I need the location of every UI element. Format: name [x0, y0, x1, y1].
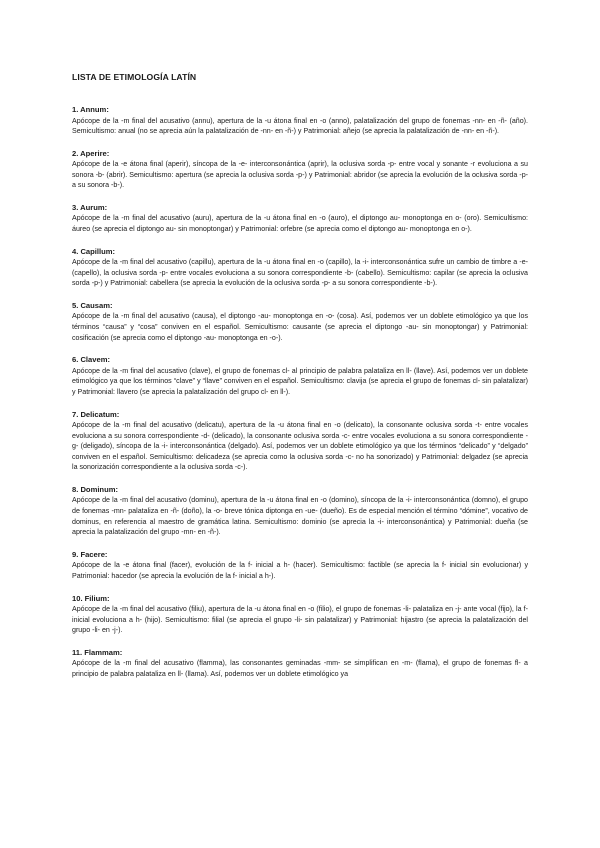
entry [72, 647, 528, 680]
entry [72, 354, 528, 397]
entry-text: Apócope de la -e átona final (aperir), síncopa de la -e- interconsonántica (aprir), la oclusiva sorda -p- entre vocal y sonante -r evoluciona a su sonora -b- (abrir). Semicultismo: apertura (se aprecia la oclusiva sorda -p-) y Patrimonial: abridor (se aprecia la evolución de la oclusiva sorda -p- a su sonora -b-). [72, 160, 528, 190]
entry-text: Apócope de la -e átona final (facer), evolución de la f- inicial a h- (hacer). Semicultismo: factible (se aprecia la f- inicial sin evolucionar) y Patrimonial: hacedor (se aprecia la evolución de la f- inicial a h-). [72, 561, 528, 580]
entry-heading: 10. Filium: [72, 593, 110, 603]
entry [72, 593, 528, 636]
entry-heading: 2. Aperire: [72, 148, 110, 158]
entry-heading: 8. Dominum: [72, 484, 118, 494]
entry [72, 148, 528, 191]
entry-text: Apócope de la -m final del acusativo (auru), apertura de la -u átona final en -o (auro), el diptongo au- monoptonga en o- (oro). Semicultismo: áureo (se aprecia el diptongo au- sin monoptongar) y Patrimonial: orfebre (se aprecia como el diptongo au- monoptonga en o-). [72, 214, 528, 234]
entry-heading: 3. Aurum: [72, 202, 108, 212]
entry [72, 300, 528, 343]
entry [72, 409, 528, 473]
entry-heading: 1. Annum: [72, 105, 109, 114]
entry-heading: 4. Capillum: [72, 246, 116, 256]
entry-text: Apócope de la -m final del acusativo (filiu), apertura de la -u átona final en -o (filio), el grupo de fonemas -li- palataliza en -j- ante vocal (fijo), la f- inicial evoluciona a h- (hijo). Semicultismo: filial (se aprecia el grupo -li- sin palatalizar) y Patrimonial: hijastro (se aprecia la palatalización del grupo -li- en -j-). [72, 605, 528, 635]
entry-heading: 5. Causam: [72, 300, 113, 310]
entry [72, 549, 528, 582]
entry-list [72, 104, 528, 680]
entry [72, 246, 528, 289]
entry-text: Apócope de la -m final del acusativo (annu), apertura de la -u átona final en -o (anno), palatalización del grupo de fonemas -nn- en -ñ- (año). Semicultismo: anual (no se aprecia aún la palatalización de -nn- en -ñ-) y Patrimonial: añejo (se aprecia la palatalización de -nn- en -ñ-). [72, 116, 528, 136]
entry-text: Apócope de la -m final del acusativo (clave), el grupo de fonemas cl- al principio de palabra palataliza en ll- (llave). Así, podemos ver un doblete etimológico ya que los términos “clave” y “llave” conviven en el español. Semicultismo: clavija (se aprecia el grupo de fonemas cl- sin palatalizar) y Patrimonial: llavero (se aprecia la palatalización del grupo cl- en ll-). [72, 366, 528, 396]
entry-text: Apócope de la -m final del acusativo (capillu), apertura de la -u átona final en -o (capillo), la -i- interconsonántica sufre un cambio de timbre a -e- (capello), la oclusiva sorda -p- entre vocales evoluciona a su sonora correspondiente -b- (cabello). Semicultismo: capilar (se aprecia la oclusiva sorda -p-) y Patrimonial: cabellera (se aprecia la evolución de la oclusiva sorda -p- a su sonora correspondiente -b-). [72, 258, 528, 288]
document-title: LISTA DE ETIMOLOGÍA LATÍN [72, 72, 197, 82]
entry-text: Apócope de la -m final del acusativo (causa), el diptongo -au- monoptonga en -o- (cosa). Así, podemos ver un doblete etimológico ya que los términos “causa” y “cosa” conviven en el español. Semicultismo: causante (se aprecia el diptongo -au- sin monoptongar) y Patrimonial: cosificación (se aprecia como el diptongo -au- monoptonga en -o-). [72, 312, 528, 342]
entry-text: Apócope de la -m final del acusativo (flamma), las consonantes geminadas -mm- se simplifican en -m- (flama), el grupo de fonemas fl- a principio de palabra palataliza en ll- (llama). Así, podemos ver un doblete etimológico ya [72, 659, 528, 678]
entry-text: Apócope de la -m final del acusativo (dominu), apertura de la -u átona final en -o (domino), síncopa de la -i- interconsonántica (domno), el grupo de fonemas -mn- palataliza en -ñ- (doño), la -o- breve tónica diptonga en -ue- (dueño). Es de especial mención el término “dómine”, vocativo de dominus, en referencia al maestro de gramática latina. Semicultismo: dominio (se aprecia la -i- interconsonántica) y Patrimonial: dueña (se aprecia la palatalización del grupo -mn- en -ñ-). [72, 496, 528, 537]
entry-heading: 6. Clavem: [72, 355, 110, 365]
entry-heading: 7. Delicatum: [72, 409, 120, 419]
entry-heading: 9. Facere: [72, 549, 108, 559]
entry-text: Apócope de la -m final del acusativo (delicatu), apertura de la -u átona final en -o (delicato), la consonante oclusiva sorda -t- entre vocales evoluciona a su sonora correspondiente -d- (delicado), la consonante oclusiva sorda -c- entre vocales evoluciona a su sonora correspondiente -g- (deligado), síncopa de la -i- interconsonántica (delgado). Así, podemos ver un doblete etimológico ya que los términos “delicado” y “delgado” conviven en el español. Semicultismo: delicadeza (se aprecia como la oclusiva sorda -c- no ha sonorizado) y Patrimonial: delgadez (se aprecia la sonorización correspondiente a la oclusiva sorda -c-). [72, 421, 528, 472]
entry [72, 484, 528, 538]
entry [72, 104, 528, 137]
entry-heading: 11. Flammam: [72, 647, 123, 657]
entry [72, 202, 528, 235]
